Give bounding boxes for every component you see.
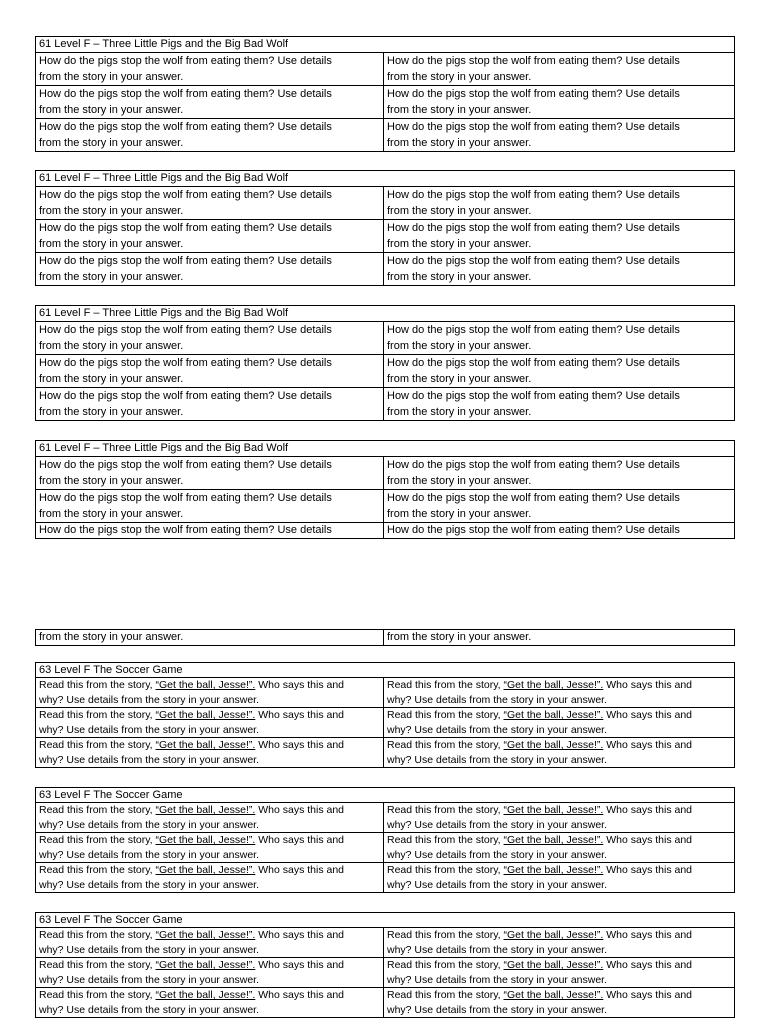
pigs-question-table-3 (35, 305, 735, 421)
table-row (36, 803, 735, 833)
table-row (36, 220, 735, 253)
story-quote: “Get the ball, Jesse!”. (503, 709, 604, 721)
question-cell: Read this from the story, “Get the ball, Jesse!”. Who says this and why? Use details from the story in your answer. (384, 958, 735, 988)
question-cell: Read this from the story, “Get the ball, Jesse!”. Who says this and why? Use details from the story in your answer. (384, 988, 735, 1018)
table-row (36, 988, 735, 1018)
question-cell: Read this from the story, “Get the ball, Jesse!”. Who says this and why? Use details from the story in your answer. (384, 738, 735, 768)
table-heading: 61 Level F – Three Little Pigs and the Big Bad Wolf (36, 171, 735, 187)
table-row (36, 187, 735, 220)
table-row (36, 863, 735, 893)
question-cell: Read this from the story, “Get the ball, Jesse!”. Who says this and why? Use details from the story in your answer. (384, 803, 735, 833)
pigs-question-table-4 (35, 440, 735, 539)
story-quote: “Get the ball, Jesse!”. (155, 709, 256, 721)
question-cell: Read this from the story, “Get the ball, Jesse!”. Who says this and why? Use details from the story in your answer. (384, 863, 735, 893)
table-row (36, 86, 735, 119)
story-quote: “Get the ball, Jesse!”. (155, 864, 256, 876)
table-row (36, 457, 735, 490)
question-cell: How do the pigs stop the wolf from eating them? Use details from the story in your answer. (384, 253, 735, 286)
table-row (36, 928, 735, 958)
question-cell: How do the pigs stop the wolf from eating them? Use details from the story in your answer. (36, 457, 384, 490)
table-row (36, 490, 735, 523)
table-row (36, 958, 735, 988)
table-row (36, 678, 735, 708)
question-cell: How do the pigs stop the wolf from eating them? Use details from the story in your answer. (36, 490, 384, 523)
question-cell: How do the pigs stop the wolf from eating them? Use details from the story in your answer. (36, 187, 384, 220)
story-quote: “Get the ball, Jesse!”. (503, 739, 604, 751)
pigs-question-table-2 (35, 170, 735, 286)
question-cell: How do the pigs stop the wolf from eating them? Use details from the story in your answer. (384, 490, 735, 523)
question-cell: Read this from the story, “Get the ball, Jesse!”. Who says this and why? Use details from the story in your answer. (36, 738, 384, 768)
story-quote: “Get the ball, Jesse!”. (155, 959, 256, 971)
question-cell: Read this from the story, “Get the ball, Jesse!”. Who says this and why? Use details from the story in your answer. (36, 803, 384, 833)
story-quote: “Get the ball, Jesse!”. (503, 929, 604, 941)
question-cell: Read this from the story, “Get the ball, Jesse!”. Who says this and why? Use details from the story in your answer. (384, 928, 735, 958)
question-cell: Read this from the story, “Get the ball, Jesse!”. Who says this and why? Use details from the story in your answer. (384, 678, 735, 708)
question-cell: How do the pigs stop the wolf from eating them? Use details from the story in your answer. (36, 253, 384, 286)
question-cell: How do the pigs stop the wolf from eating them? Use details from the story in your answer. (384, 53, 735, 86)
question-cell: How do the pigs stop the wolf from eating them? Use details from the story in your answer. (36, 86, 384, 119)
story-quote: “Get the ball, Jesse!”. (155, 739, 256, 751)
pigs-question-table-1 (35, 36, 735, 152)
table-row (36, 253, 735, 286)
question-cell-part: from the story in your answer. (384, 630, 735, 646)
table-row (36, 119, 735, 152)
table-row (36, 708, 735, 738)
table-heading: 61 Level F – Three Little Pigs and the Big Bad Wolf (36, 306, 735, 322)
story-quote: “Get the ball, Jesse!”. (503, 804, 604, 816)
question-cell: Read this from the story, “Get the ball, Jesse!”. Who says this and why? Use details from the story in your answer. (384, 833, 735, 863)
story-quote: “Get the ball, Jesse!”. (155, 989, 256, 1001)
table-row (36, 53, 735, 86)
story-quote: “Get the ball, Jesse!”. (155, 679, 256, 691)
question-cell: How do the pigs stop the wolf from eating them? Use details from the story in your answer. (384, 355, 735, 388)
soccer-question-table-3 (35, 912, 735, 1018)
table-row (36, 322, 735, 355)
soccer-question-table-1 (35, 662, 735, 768)
question-cell: How do the pigs stop the wolf from eating them? Use details from the story in your answer. (384, 388, 735, 421)
question-cell: How do the pigs stop the wolf from eating them? Use details from the story in your answer. (384, 457, 735, 490)
story-quote: “Get the ball, Jesse!”. (155, 834, 256, 846)
question-cell: How do the pigs stop the wolf from eating them? Use details from the story in your answer. (36, 119, 384, 152)
table-row (36, 630, 735, 646)
question-cell: How do the pigs stop the wolf from eating them? Use details from the story in your answer. (384, 187, 735, 220)
story-quote: “Get the ball, Jesse!”. (155, 804, 256, 816)
question-cell: How do the pigs stop the wolf from eating them? Use details from the story in your answer. (36, 388, 384, 421)
story-quote: “Get the ball, Jesse!”. (503, 989, 604, 1001)
story-quote: “Get the ball, Jesse!”. (503, 679, 604, 691)
question-cell: Read this from the story, “Get the ball, Jesse!”. Who says this and why? Use details from the story in your answer. (384, 708, 735, 738)
question-cell: Read this from the story, “Get the ball, Jesse!”. Who says this and why? Use details from the story in your answer. (36, 708, 384, 738)
question-cell: Read this from the story, “Get the ball, Jesse!”. Who says this and why? Use details from the story in your answer. (36, 678, 384, 708)
question-cell-part: How do the pigs stop the wolf from eating them? Use details (36, 523, 384, 539)
story-quote: “Get the ball, Jesse!”. (503, 959, 604, 971)
table-row (36, 388, 735, 421)
question-cell-part: from the story in your answer. (36, 630, 384, 646)
question-cell-part: How do the pigs stop the wolf from eating them? Use details (384, 523, 735, 539)
question-cell: Read this from the story, “Get the ball, Jesse!”. Who says this and why? Use details from the story in your answer. (36, 833, 384, 863)
table-heading: 63 Level F The Soccer Game (36, 913, 735, 928)
table-heading: 63 Level F The Soccer Game (36, 788, 735, 803)
question-cell: How do the pigs stop the wolf from eating them? Use details from the story in your answer. (384, 220, 735, 253)
question-cell: How do the pigs stop the wolf from eating them? Use details from the story in your answer. (36, 53, 384, 86)
pigs-question-table-4-continued (35, 629, 735, 646)
table-row (36, 355, 735, 388)
table-heading: 61 Level F – Three Little Pigs and the Big Bad Wolf (36, 37, 735, 53)
story-quote: “Get the ball, Jesse!”. (503, 834, 604, 846)
soccer-question-table-2 (35, 787, 735, 893)
question-cell: How do the pigs stop the wolf from eating them? Use details from the story in your answer. (36, 355, 384, 388)
question-cell: How do the pigs stop the wolf from eating them? Use details from the story in your answer. (384, 119, 735, 152)
question-cell: How do the pigs stop the wolf from eating them? Use details from the story in your answer. (384, 86, 735, 119)
table-heading: 61 Level F – Three Little Pigs and the Big Bad Wolf (36, 441, 735, 457)
question-cell: Read this from the story, “Get the ball, Jesse!”. Who says this and why? Use details from the story in your answer. (36, 928, 384, 958)
table-heading: 63 Level F The Soccer Game (36, 663, 735, 678)
question-cell: Read this from the story, “Get the ball, Jesse!”. Who says this and why? Use details from the story in your answer. (36, 958, 384, 988)
table-row (36, 738, 735, 768)
story-quote: “Get the ball, Jesse!”. (503, 864, 604, 876)
question-cell: How do the pigs stop the wolf from eating them? Use details from the story in your answer. (36, 322, 384, 355)
story-quote: “Get the ball, Jesse!”. (155, 929, 256, 941)
table-row (36, 833, 735, 863)
question-cell: How do the pigs stop the wolf from eating them? Use details from the story in your answer. (36, 220, 384, 253)
table-row (36, 523, 735, 539)
question-cell: Read this from the story, “Get the ball, Jesse!”. Who says this and why? Use details from the story in your answer. (36, 863, 384, 893)
question-cell: How do the pigs stop the wolf from eating them? Use details from the story in your answer. (384, 322, 735, 355)
question-cell: Read this from the story, “Get the ball, Jesse!”. Who says this and why? Use details from the story in your answer. (36, 988, 384, 1018)
